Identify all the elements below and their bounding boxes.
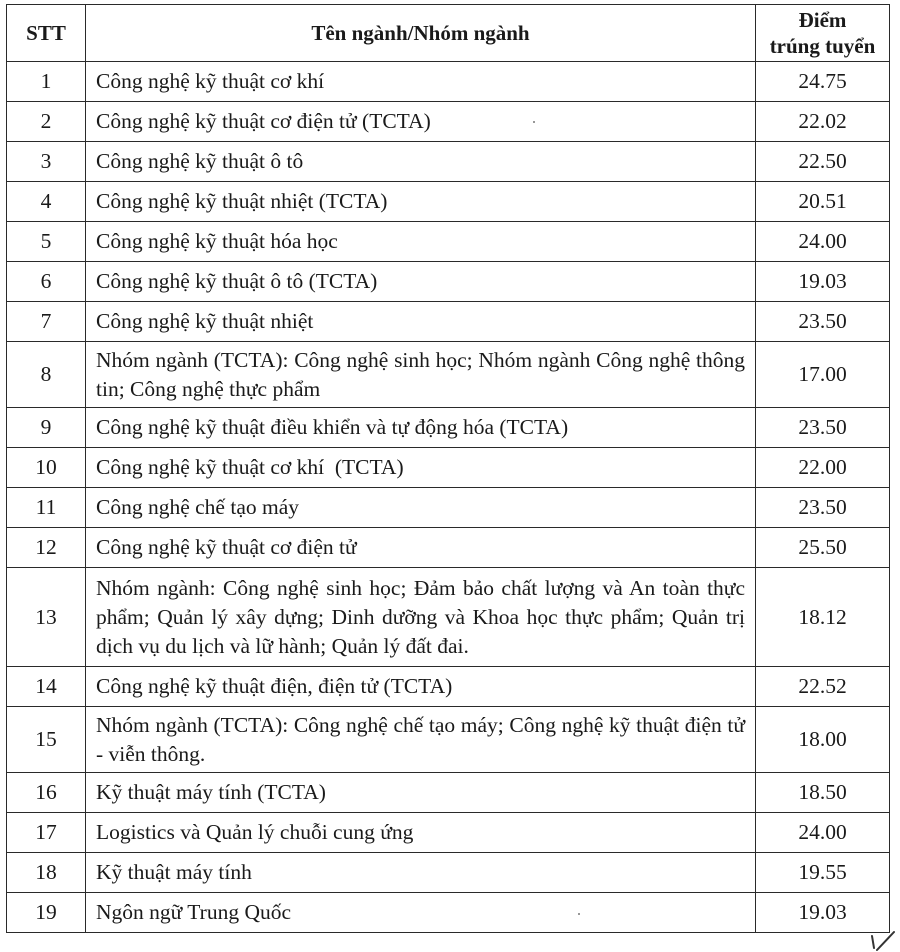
row-name: Nhóm ngành (TCTA): Công nghệ chế tạo máy; Công nghệ kỹ thuật điện tử - viễn thông. <box>86 707 756 773</box>
row-stt: 17 <box>7 813 86 853</box>
row-score: 22.50 <box>756 142 890 182</box>
row-score: 22.00 <box>756 448 890 488</box>
row-stt: 11 <box>7 488 86 528</box>
table-row <box>7 528 890 568</box>
row-score: 24.00 <box>756 222 890 262</box>
table-row <box>7 568 890 667</box>
row-score: 25.50 <box>756 528 890 568</box>
row-name: Công nghệ kỹ thuật cơ khí (TCTA) <box>86 448 756 488</box>
row-name: Công nghệ kỹ thuật điều khiển và tự động hóa (TCTA) <box>86 408 756 448</box>
row-stt: 8 <box>7 342 86 408</box>
row-name: Công nghệ kỹ thuật ô tô (TCTA) <box>86 262 756 302</box>
row-stt: 1 <box>7 62 86 102</box>
row-score: 18.00 <box>756 707 890 773</box>
scan-speck <box>578 913 580 915</box>
table-row <box>7 773 890 813</box>
row-stt: 19 <box>7 893 86 933</box>
column-header-score-line2: trúng tuyển <box>769 34 876 58</box>
row-score: 23.50 <box>756 408 890 448</box>
row-name: Nhóm ngành: Công nghệ sinh học; Đảm bảo chất lượng và An toàn thực phẩm; Quản lý xây dựng; Dinh dưỡng và Khoa học thực phẩm; Quản trị dịch vụ du lịch và lữ hành; Quản lý đất đai. <box>86 568 756 667</box>
row-name: Công nghệ chế tạo máy <box>86 488 756 528</box>
column-header-score <box>756 5 890 62</box>
row-stt: 13 <box>7 568 86 667</box>
table-row <box>7 853 890 893</box>
row-stt: 12 <box>7 528 86 568</box>
table-row <box>7 707 890 773</box>
row-name: Kỹ thuật máy tính <box>86 853 756 893</box>
row-score: 20.51 <box>756 182 890 222</box>
row-name: Logistics và Quản lý chuỗi cung ứng <box>86 813 756 853</box>
row-stt: 14 <box>7 667 86 707</box>
row-score: 19.03 <box>756 893 890 933</box>
admission-score-table <box>6 4 890 933</box>
row-name: Công nghệ kỹ thuật cơ khí <box>86 62 756 102</box>
row-score: 24.75 <box>756 62 890 102</box>
row-stt: 9 <box>7 408 86 448</box>
row-score: 22.52 <box>756 667 890 707</box>
row-stt: 15 <box>7 707 86 773</box>
row-score: 22.02 <box>756 102 890 142</box>
row-name: Công nghệ kỹ thuật nhiệt (TCTA) <box>86 182 756 222</box>
table-row <box>7 182 890 222</box>
handwritten-initial-mark <box>868 930 898 952</box>
table-row <box>7 667 890 707</box>
table-row <box>7 342 890 408</box>
row-stt: 10 <box>7 448 86 488</box>
row-stt: 18 <box>7 853 86 893</box>
row-score: 19.03 <box>756 262 890 302</box>
row-name: Công nghệ kỹ thuật nhiệt <box>86 302 756 342</box>
column-header-score-line1: Điểm <box>798 8 847 32</box>
table-row <box>7 408 890 448</box>
row-score: 18.50 <box>756 773 890 813</box>
row-name: Công nghệ kỹ thuật hóa học <box>86 222 756 262</box>
table-row <box>7 448 890 488</box>
row-score: 23.50 <box>756 488 890 528</box>
row-name: Ngôn ngữ Trung Quốc <box>86 893 756 933</box>
row-name: Công nghệ kỹ thuật ô tô <box>86 142 756 182</box>
row-score: 18.12 <box>756 568 890 667</box>
row-stt: 4 <box>7 182 86 222</box>
row-score: 19.55 <box>756 853 890 893</box>
row-stt: 5 <box>7 222 86 262</box>
table-row <box>7 102 890 142</box>
row-name: Công nghệ kỹ thuật điện, điện tử (TCTA) <box>86 667 756 707</box>
row-stt: 6 <box>7 262 86 302</box>
table-row <box>7 62 890 102</box>
table-row <box>7 488 890 528</box>
table-header-row <box>7 5 890 62</box>
row-name: Công nghệ kỹ thuật cơ điện tử (TCTA) <box>86 102 756 142</box>
table-row <box>7 222 890 262</box>
row-name: Nhóm ngành (TCTA): Công nghệ sinh học; Nhóm ngành Công nghệ thông tin; Công nghệ thực phẩm <box>86 342 756 408</box>
table-row <box>7 142 890 182</box>
row-score: 17.00 <box>756 342 890 408</box>
row-stt: 3 <box>7 142 86 182</box>
table-row <box>7 262 890 302</box>
row-stt: 16 <box>7 773 86 813</box>
table-row <box>7 813 890 853</box>
scan-speck <box>533 121 535 123</box>
table-row <box>7 302 890 342</box>
row-score: 24.00 <box>756 813 890 853</box>
row-name: Kỹ thuật máy tính (TCTA) <box>86 773 756 813</box>
column-header-stt: STT <box>7 5 86 62</box>
table-row <box>7 893 890 933</box>
row-stt: 2 <box>7 102 86 142</box>
column-header-name: Tên ngành/Nhóm ngành <box>86 5 756 62</box>
row-name: Công nghệ kỹ thuật cơ điện tử <box>86 528 756 568</box>
row-stt: 7 <box>7 302 86 342</box>
row-score: 23.50 <box>756 302 890 342</box>
